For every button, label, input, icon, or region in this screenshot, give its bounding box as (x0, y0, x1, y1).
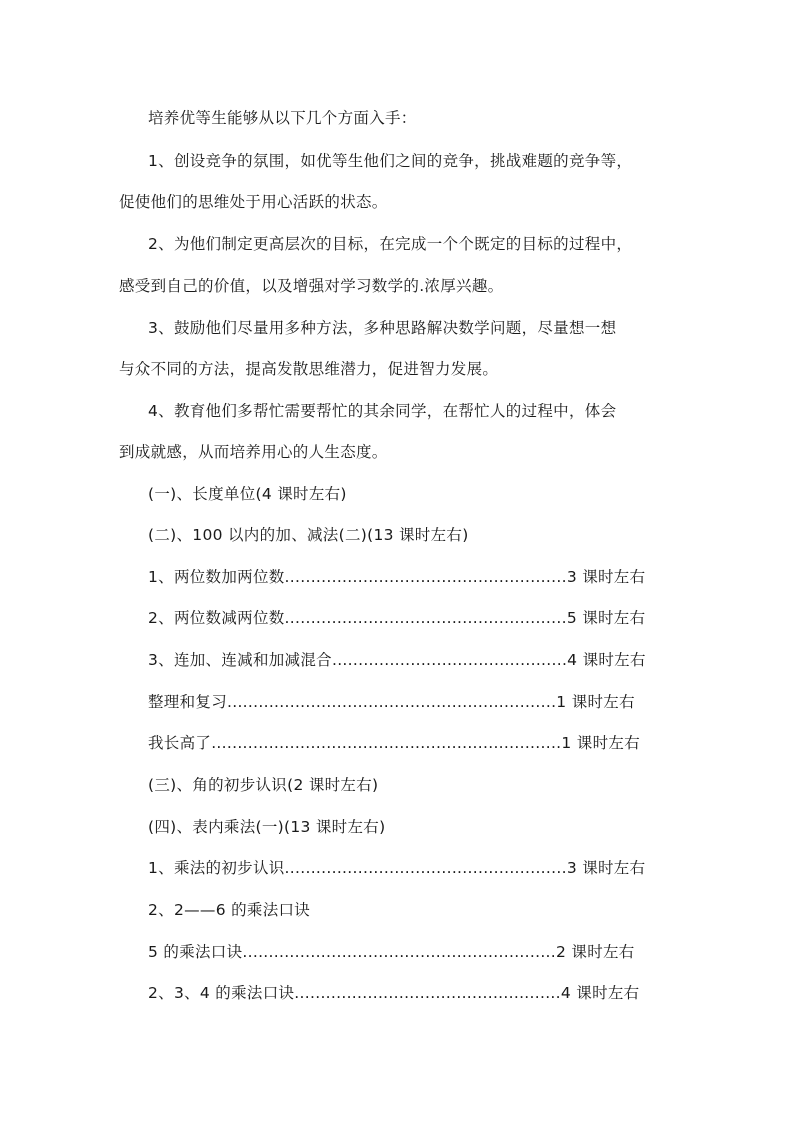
schedule-line: (三)、角的初步认识(2 课时左右) (148, 776, 379, 794)
schedule-line: (二)、100 以内的加、减法(二)(13 课时左右) (148, 526, 469, 544)
item-1-line-2: 促使他们的思维处于用心活跃的状态。 (119, 193, 388, 211)
item-4-line-1: 4、教育他们多帮忙需要帮忙的其余同学，在帮忙人的过程中，体会 (148, 402, 617, 420)
item-4-line-2: 到成就感，从而培养用心的人生态度。 (119, 443, 388, 461)
schedule-line: 2、2——6 的乘法口诀 (148, 901, 311, 919)
schedule-line: 整理和复习...............................................................1 课时左右 (148, 693, 635, 711)
schedule-line: 3、连加、连减和加减混合.............................................4 课时左右 (148, 651, 646, 669)
schedule-line: 1、两位数加两位数......................................................3 课时左右 (148, 568, 646, 586)
schedule-line: 2、两位数减两位数......................................................5 课时左右 (148, 609, 646, 627)
item-3-line-2: 与众不同的方法，提高发散思维潜力，促进智力发展。 (119, 360, 499, 378)
schedule-line: (四)、表内乘法(一)(13 课时左右) (148, 818, 386, 836)
schedule-line: 5 的乘法口诀............................................................2 课时左右 (148, 943, 635, 961)
schedule-line: 1、乘法的初步认识......................................................3 课时左右 (148, 859, 646, 877)
intro-paragraph: 培养优等生能够从以下几个方面入手： (148, 109, 417, 127)
item-2-line-1: 2、为他们制定更高层次的目标，在完成一个个既定的目标的过程中， (148, 235, 633, 253)
schedule-line: (一)、长度单位(4 课时左右) (148, 485, 347, 503)
item-2-line-2: 感受到自己的价值，以及增强对学习数学的.浓厚兴趣。 (119, 277, 504, 295)
item-1-line-1: 1、创设竞争的氛围，如优等生他们之间的竞争，挑战难题的竞争等， (148, 152, 633, 170)
item-3-line-1: 3、鼓励他们尽量用多种方法，多种思路解决数学问题，尽量想一想 (148, 319, 617, 337)
schedule-line: 我长高了...................................................................1 课时左右 (148, 734, 640, 752)
schedule-line: 2、3、4 的乘法口诀...................................................4 课时左右 (148, 984, 640, 1002)
